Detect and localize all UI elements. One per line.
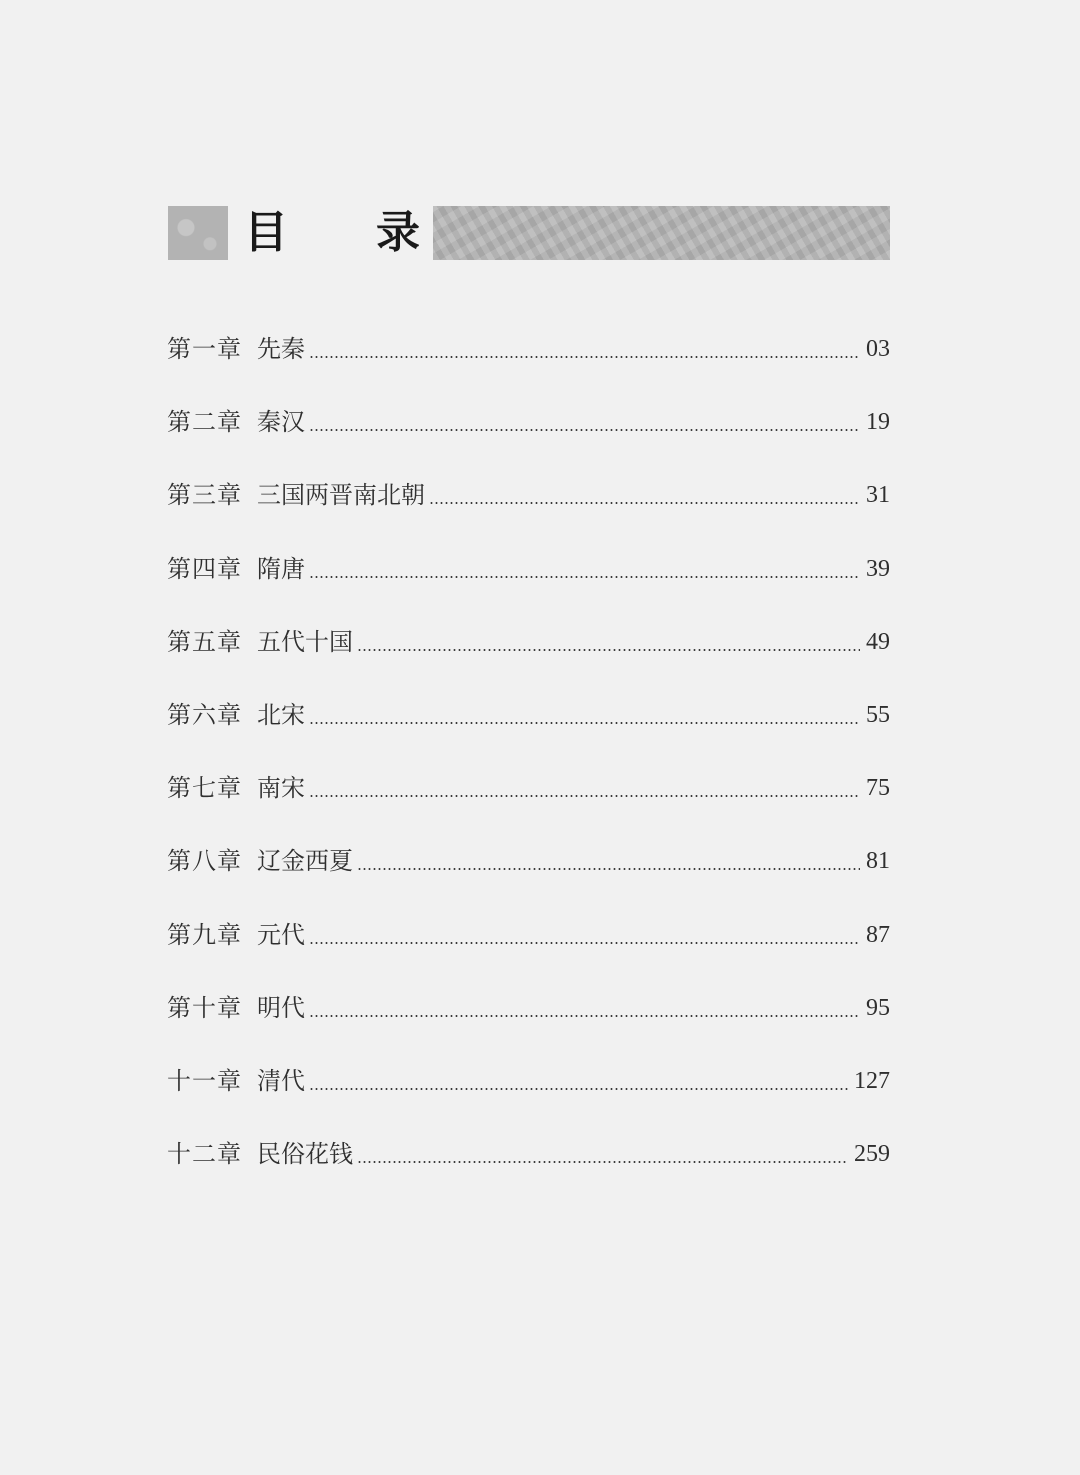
toc-list — [167, 330, 890, 1208]
dot-leader — [309, 1015, 860, 1017]
toc-chapter-title: 秦汉 — [257, 408, 305, 437]
toc-chapter-title: 先秦 — [257, 335, 305, 363]
toc-chapter-number: 第四章 — [167, 554, 242, 583]
dot-leader — [429, 502, 860, 504]
toc-entry-5[interactable] — [167, 623, 890, 696]
toc-chapter-title: 北宋 — [257, 700, 305, 729]
toc-page-number: 75 — [866, 775, 890, 802]
toc-chapter-number: 第八章 — [167, 847, 242, 876]
dot-leader — [309, 722, 860, 724]
toc-page-number: 127 — [854, 1067, 890, 1094]
dot-leader — [357, 868, 860, 870]
toc-entry-12[interactable] — [167, 1135, 890, 1208]
toc-page-number: 19 — [866, 409, 890, 436]
toc-chapter-title: 辽金西夏 — [257, 847, 353, 876]
toc-chapter-title: 三国两晋南北朝 — [257, 481, 425, 510]
dot-leader — [309, 356, 860, 358]
toc-chapter-title: 清代 — [257, 1066, 305, 1095]
toc-chapter-title: 明代 — [257, 993, 305, 1022]
toc-chapter-number: 第三章 — [167, 481, 242, 510]
dot-leader — [309, 942, 860, 944]
toc-page-number: 49 — [866, 628, 890, 655]
toc-chapter-title: 五代十国 — [257, 627, 353, 656]
toc-chapter-title: 元代 — [257, 920, 305, 949]
toc-chapter-number: 第二章 — [167, 408, 242, 437]
toc-chapter-number: 第六章 — [167, 700, 242, 729]
toc-entry-3[interactable] — [167, 476, 890, 549]
header-ornament-right — [433, 206, 890, 260]
toc-chapter-number: 第七章 — [167, 774, 242, 803]
toc-entry-1[interactable] — [167, 330, 890, 403]
toc-entry-4[interactable] — [167, 550, 890, 623]
toc-chapter-number: 十一章 — [167, 1066, 242, 1095]
toc-entry-11[interactable] — [167, 1062, 890, 1135]
toc-entry-8[interactable] — [167, 842, 890, 915]
toc-heading-char-1: 目 — [244, 207, 288, 258]
toc-entry-7[interactable] — [167, 769, 890, 842]
toc-page-number: 39 — [866, 555, 890, 582]
toc-heading-char-2: 录 — [376, 207, 420, 258]
header-ornament-left — [168, 206, 228, 260]
dot-leader — [357, 649, 860, 651]
toc-chapter-number: 第五章 — [167, 627, 242, 656]
toc-chapter-number: 第十章 — [167, 993, 242, 1022]
toc-chapter-title: 南宋 — [257, 774, 305, 803]
dot-leader — [309, 795, 860, 797]
toc-entry-6[interactable] — [167, 696, 890, 769]
toc-chapter-title: 民俗花钱 — [257, 1140, 353, 1169]
toc-page-number: 87 — [866, 921, 890, 948]
toc-page-number: 31 — [866, 482, 890, 509]
dot-leader — [309, 1088, 848, 1090]
dot-leader — [357, 1161, 848, 1163]
toc-header — [168, 206, 890, 260]
toc-page-number: 259 — [854, 1141, 890, 1168]
toc-page-number: 81 — [866, 848, 890, 875]
toc-chapter-number: 第九章 — [167, 920, 242, 949]
toc-chapter-number: 第一章 — [167, 335, 242, 363]
toc-page-number: 55 — [866, 701, 890, 728]
toc-page-number: 95 — [866, 994, 890, 1021]
toc-entry-10[interactable] — [167, 989, 890, 1062]
dot-leader — [309, 429, 860, 431]
toc-entry-2[interactable] — [167, 403, 890, 476]
toc-chapter-title: 隋唐 — [257, 554, 305, 583]
toc-chapter-number: 十二章 — [167, 1140, 242, 1169]
dot-leader — [309, 576, 860, 578]
toc-entry-9[interactable] — [167, 916, 890, 989]
toc-page-number: 03 — [866, 336, 890, 362]
